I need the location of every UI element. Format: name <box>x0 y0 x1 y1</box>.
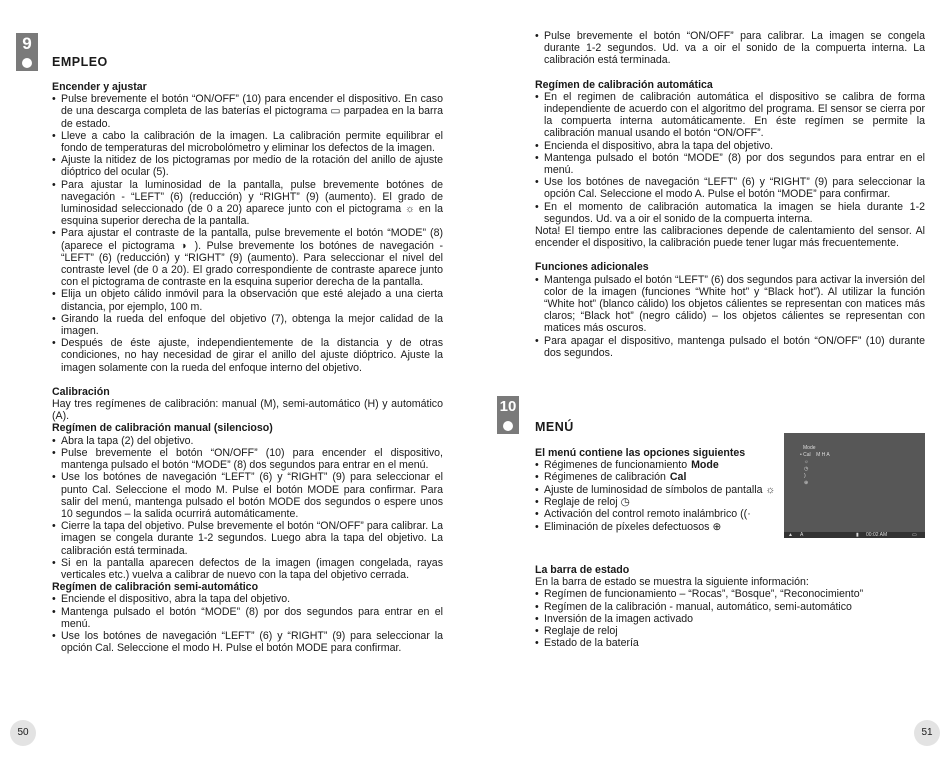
list-item: • Use los botónes de navegación “LEFT” (6) y “RIGHT” (9) para seleccionar la opción Cal. Seleccione el modo A. Pulse el botón “MODE” para confirmar. <box>535 176 925 200</box>
screen-sun-icon: ☼ <box>804 459 809 465</box>
bullet-list <box>52 435 443 581</box>
menu-screen-illustration <box>784 433 925 538</box>
list-item: • Abra la tapa (2) del objetivo. <box>52 435 443 447</box>
status-item: • Regímen de funcionamiento – “Rocas”, “Bosque”, “Reconocimiento” <box>535 588 925 600</box>
list-item: • Si en la pantalla aparecen defectos de la imagen (imagen congelada, rayas verticales etc.) vuelva a calibrar de nuevo con la tapa del objetivo cerrada. <box>52 557 443 581</box>
section-title: EMPLEO <box>52 55 108 69</box>
menu-option-label: Reglaje de reloj <box>544 495 618 508</box>
list-item: • En el momento de calibración automatica la imagen se hiela durante 1-2 segundos. Ud. va a oir el sonido de la compuerta interna. <box>535 201 925 225</box>
list-item: • Ajuste la nitidez de los pictogramas por medio de la rotación del anillo de ajuste dióptrico del ocular (5). <box>52 154 443 178</box>
left-text-column <box>52 81 443 654</box>
screen-mode-icon: ▲ <box>788 532 793 538</box>
menu-option <box>535 496 780 508</box>
subheading: Calibración <box>52 385 110 398</box>
list-item: • Mantenga pulsado el botón “MODE” (8) por dos segundos para entrar en el menú. <box>52 606 443 630</box>
list-item: • Para ajustar el contraste de la pantalla, pulse brevemente el botón “MODE” (8) (aparece el pictograma ◑ ). Pulse brevemente los botónes de navegación - “LEFT” (6) (reducción) y “RIGHT” (9) (aumento). Para seleccionar el nivel del contraste level (de 0 a 20). El grado correspondiente de contraste aparece junto con el pictograma de contraste en la esquina superior derecha de la pantalla. <box>52 227 443 288</box>
menu-section <box>535 447 780 533</box>
screen-bar-mode: A <box>800 532 804 538</box>
section-tab-10 <box>497 396 519 434</box>
subheading: Regímen de calibración automática <box>535 78 713 91</box>
screen-cal-modes: M H A <box>816 452 830 458</box>
section-title: MENÚ <box>535 420 574 434</box>
list-item: • Pulse brevemente el botón “ON/OFF” para calibrar. La imagen se congela durante 1-2 segundos. Ud. va a oir el sonido de la compuerta interna. La calibración está terminada. <box>535 30 925 67</box>
subheading: Regímen de calibración manual (silencioso) <box>52 422 273 435</box>
menu-option-tag: Cal <box>669 471 687 484</box>
status-item: • Reglaje de reloj <box>535 625 925 637</box>
list-item: • Después de éste ajuste, independientemente de la distancia y de otras condiciones, no hay necesidad de girar el anillo del ajuste dióptrico. Ajuste la imagen solamente con la rueda del enfoque interno del objetivo. <box>52 337 443 374</box>
status-heading: La barra de estado <box>535 564 630 576</box>
paragraph: Hay tres regímenes de calibración: manual (M), semi-automático (H) y automático (A). <box>52 398 443 423</box>
list-item: • Pulse brevemente el botón “ON/OFF” (10) para encender el dispositivo. En caso de una descarga completa de las baterías el pictograma ▭ parpadea en la barra de estado. <box>52 93 443 130</box>
screen-cal-row <box>800 452 830 458</box>
page-number: 51 <box>914 720 940 746</box>
status-item: • Regímen de la calibración - manual, automático, semi-automático <box>535 601 925 613</box>
section-tab-9 <box>16 33 38 71</box>
menu-option <box>535 484 780 496</box>
list-item: • Lleve a cabo la calibración de la imagen. La calibración permite equilibrar el fondo de temperaturas del microbolómetro y eliminar los defectos de la imagen. <box>52 130 443 154</box>
status-section <box>535 564 925 649</box>
list-item: • Elija un objeto cálido inmóvil para la observación que esté alejado a una cierta distancia, por ejemplo, 100 m. <box>52 288 443 312</box>
list-item: • Girando la rueda del enfoque del objetivo (7), obtenga la mejor calidad de la imagen. <box>52 313 443 337</box>
menu-option <box>535 521 780 533</box>
screen-menu-title: Mode <box>803 445 816 451</box>
screen-battery-icon: ▮ <box>856 532 859 538</box>
screen-cal-label: Cal <box>803 452 811 458</box>
spacer <box>535 249 925 261</box>
menu-option <box>535 471 780 483</box>
menu-option-label: Ajuste de luminosidad de símbolos de pantalla <box>544 483 763 496</box>
status-intro: En la barra de estado se muestra la siguiente información: <box>535 576 809 589</box>
bullet-list <box>535 274 925 359</box>
list-item: • Mantenga pulsado el botón “MODE” (8) por dos segundos para entrar en el menú. <box>535 152 925 176</box>
section-number: 10 <box>499 398 517 415</box>
bullet-list <box>535 91 925 225</box>
menu-option-label: Régimenes de funcionamiento <box>544 459 688 472</box>
status-item: • Inversión de la imagen activado <box>535 613 925 625</box>
spacer <box>52 374 443 386</box>
bullet-dot-icon <box>22 58 32 68</box>
screen-bar-time: 00:02 AM <box>866 532 888 538</box>
sun-icon: ☼ <box>765 483 776 496</box>
subheading: Encender y ajustar <box>52 81 147 93</box>
page-number: 50 <box>10 720 36 746</box>
section-number: 9 <box>22 34 32 53</box>
list-item: • En el regimen de calibración automática el dispositivo se calibra de forma independiente de acuerdo con el algoritmo del programa. El sensor se cierra por la compuerta interna automáticamente. En éste regímen se permite la calibración manual usando el botón “ON/OFF”. <box>535 91 925 140</box>
clock-icon: ◷ <box>620 496 630 508</box>
list-item: • Pulse brevemente el botón “ON/OFF” (10) para encender el dispositivo, mantenga pulsado el botón “MODE” (8) dos segundos para entrar en el menú. <box>52 447 443 471</box>
wireless-icon: ((· <box>740 508 751 521</box>
menu-option <box>535 508 780 520</box>
screen-clock-icon: ◷ <box>804 466 809 472</box>
screen-battery-level-icon: ▭ <box>912 532 917 538</box>
screen-status-bar <box>784 532 925 538</box>
status-items-list <box>535 588 925 649</box>
bullet-dot-icon <box>503 421 513 431</box>
status-item: • Estado de la batería <box>535 637 925 649</box>
list-item: • Para apagar el dispositivo, mantenga pulsado el botón “ON/OFF” (10) durante dos segundos. <box>535 335 925 359</box>
paragraph: Nota! El tiempo entre las calibraciones depende de calentamiento del sensor. Al encender el dispositivo, la calibración puede tener lugar más frecuentemente. <box>535 225 925 250</box>
subheading: Regímen de calibración semi-automático <box>52 581 259 594</box>
menu-option-label: Eliminación de píxeles defectuosos <box>544 520 710 533</box>
list-item: • Para ajustar la luminosidad de la pantalla, pulse brevemente botónes de navegación - “LEFT” (6) (reducción) y “RIGHT” (9) (aumento). El grado de luminosidad seleccionado (de 0 a 20) aparece junto con el pictograma ☼ en la esquina superior derecha de la pantalla. <box>52 179 443 228</box>
pixel-cross-icon: ⊕ <box>712 520 722 533</box>
spacer <box>535 67 925 79</box>
list-item: • Cierre la tapa del objetivo. Pulse brevemente el botón “ON/OFF” para calibrar. La imagen se congela durante 1-2 segundos. Luego abra la tapa del objetivo. La calibración está terminada. <box>52 520 443 557</box>
list-item: • Enciende el dispositivo, abra la tapa del objetivo. <box>52 593 443 605</box>
bullet-list <box>52 93 443 374</box>
subheading: Funciones adicionales <box>535 261 649 274</box>
list-item: • Encienda el dispositivo, abra la tapa del objetivo. <box>535 140 925 152</box>
bullet-list <box>52 593 443 654</box>
menu-heading: El menú contiene las opciones siguientes <box>535 447 746 459</box>
menu-option-tag: Mode <box>691 459 719 472</box>
menu-option-label: Activación del control remoto inalámbrico <box>544 508 738 521</box>
screen-wireless-icon: ) <box>804 473 806 479</box>
list-item: • Use los botónes de navegación “LEFT” (6) y “RIGHT” (9) para seleccionar la opción Cal. Seleccione el modo H. Pulse el botón MODE para confirmar. <box>52 630 443 654</box>
menu-option-label: Régimenes de calibración <box>544 471 666 484</box>
right-text-column <box>535 30 925 359</box>
screen-pixel-icon: ⊕ <box>804 480 809 486</box>
menu-option <box>535 459 780 471</box>
right-page <box>475 0 950 758</box>
selector-dot-icon: • <box>800 452 802 458</box>
list-item: • Use los botónes de navegación “LEFT” (6) y “RIGHT” (9) para seleccionar el punto Cal. Seleccione el modo M. Pulse el botón MODE para confirmar. Para salir del menú, mantenga pulsado el botón MODE dos segundos o espere unos 10 segundos – la salida ocurrirá automáticamente. <box>52 471 443 520</box>
list-item: • Mantenga pulsado el botón “LEFT” (6) dos segundos para activar la inversión del color de la imagen (funciones “White hot” y “Black hot”). Al utilizar la función “White hot” (blanco cálido) los objetos cálientes se representan con matices más claros; “Black hot” (negro cálido) – los objetos cálientes se representan con matices más oscuros. <box>535 274 925 335</box>
menu-options-list <box>535 459 780 533</box>
bullet-list <box>535 30 925 67</box>
